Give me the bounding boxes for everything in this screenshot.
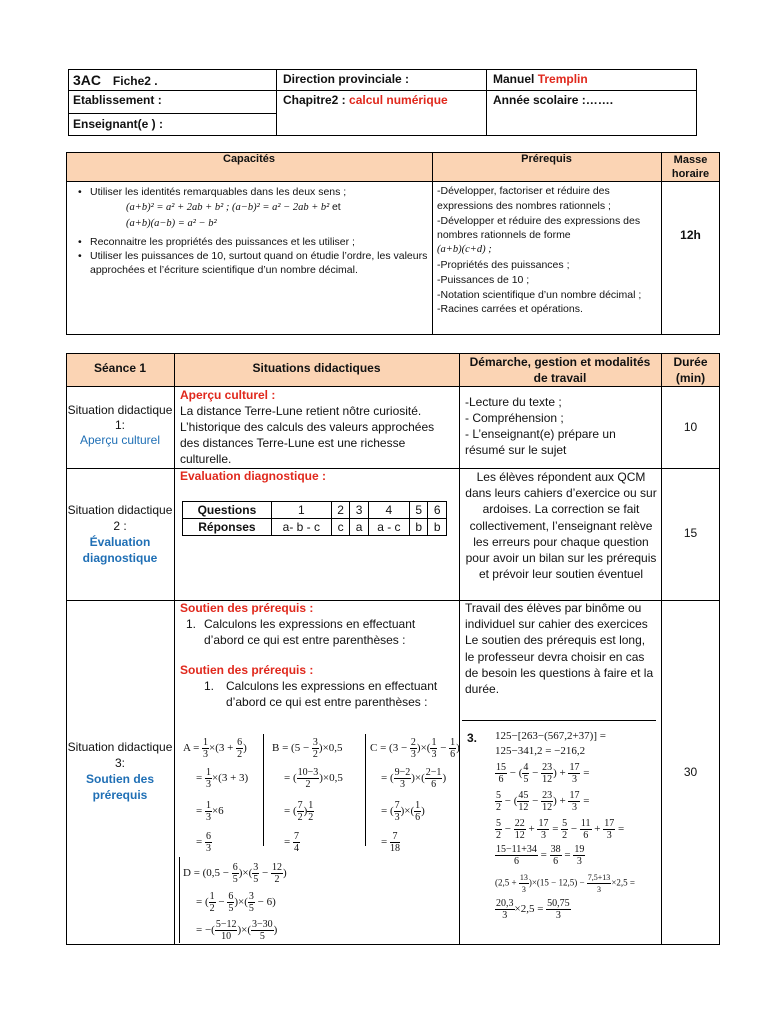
prerequis-item: -Propriétés des puissances ; <box>437 258 570 271</box>
expr-b-2: = ( $\frac{10-3}{2}$ )×0,5 <box>284 767 343 790</box>
etablissement-label: Etablissement : <box>73 93 162 107</box>
identities: (a+b)² = a² + 2ab + b² ; (a−b)² = a² − 2ab + b² et <box>126 201 341 213</box>
qcm-cell: 2 <box>331 502 350 519</box>
duree-header: Durée (min) <box>673 355 708 385</box>
capacite-item: • Utiliser les identités remarquables dans les deux sens ; <box>76 185 428 199</box>
chapitre-label: Chapitre2 : calcul numérique <box>283 93 448 107</box>
expr-d-3: = −( $\frac{5-12}{10}$ )×( $\frac{3-30}{5}$ ) <box>196 919 278 942</box>
calc3-line-6: $\frac{15-11+34}{6}$ = $\frac{38}{6}$ = $\frac{19}{3}$ <box>496 844 585 867</box>
expr-c-2: = ( $\frac{9-2}{3}$ )×( $\frac{2-1}{6}$ ) <box>381 767 447 790</box>
qcm-cell: a- b - c <box>271 519 331 536</box>
item3-num: 3. <box>467 731 478 745</box>
row1-duree: 10 <box>683 420 698 434</box>
demarche-header: Démarche, gestion et modalités de travail <box>469 355 651 385</box>
qcm-cell: 1 <box>271 502 331 519</box>
qcm-cell: b <box>409 519 428 536</box>
row3-duree: 30 <box>683 765 698 779</box>
expr-c-4: = $\frac{7}{18}$ <box>381 831 400 854</box>
row2-title: Evaluation diagnostique : <box>180 469 327 483</box>
prerequis-item: -Notation scientifique d’un nombre décimal ; <box>437 288 642 301</box>
qcm-table <box>182 501 447 536</box>
prerequis-item: (a+b)(c+d) ; <box>437 244 492 256</box>
row3-demarche: Travail des élèves par binôme ou individuel sur cahier des exercices Le soutien des prérequis est long, le professeur devra choisir en cas de besoin les questions à faire et la durée. <box>465 601 654 697</box>
qcm-cell: c <box>331 519 350 536</box>
qcm-cell: a <box>350 519 369 536</box>
capacites-header: Capacités <box>223 153 275 165</box>
prerequis-item: -Développer, factoriser et réduire des expressions des nombres rationnels ; <box>437 185 611 212</box>
manuel-label: Manuel Tremplin <box>493 72 588 86</box>
calc3-line-3: $\frac{15}{6}$ − ( $\frac{4}{5}$ − $\frac{23}{12}$ ) + $\frac{17}{3}$ = <box>496 762 590 785</box>
capacite-item: • Utiliser les puissances de 10, surtout quand on étudie l’ordre, les valeurs approchées et l’écriture scientifique d’un nombre décimal. <box>76 249 428 277</box>
calc3-line-1: 125−[263−(567,2+37)] = <box>495 730 606 742</box>
expr-b-4: = $\frac{7}{4}$ <box>284 831 299 854</box>
row3-label: Situation didactique 3: Soutien des prérequis <box>67 740 173 802</box>
qcm-cell: 5 <box>409 502 428 519</box>
annee-label: Année scolaire :……. <box>493 93 614 107</box>
masse-header: Masse horaire <box>671 154 710 180</box>
direction-label: Direction provinciale : <box>283 72 410 86</box>
expr-c-3: = ( $\frac{7}{3}$ )×( $\frac{1}{6}$ ) <box>381 800 425 823</box>
capacites-list <box>76 185 428 277</box>
level-label: 3AC Fiche2 . <box>73 72 158 88</box>
situations-header: Situations didactiques <box>252 361 381 375</box>
row3-content: Soutien des prérequis : 1. Calculons les expressions en effectuant d’abord ce qui est entre parenthèses : Soutien des prérequis : 1. Calculons les expressions en effectuant d’abord ce qui est entre parenthèses : <box>180 601 438 709</box>
qcm-cell: 3 <box>350 502 369 519</box>
qcm-cell: b <box>428 519 447 536</box>
row2-duree: 15 <box>683 526 698 540</box>
seance-header: Séance 1 <box>93 361 147 375</box>
row1-content: Aperçu culturel : La distance Terre-Lune retient nôtre curiosité. L’historique des calculs des valeurs approchées des distances Terre-Lune est une richesse culturelle. <box>180 388 435 466</box>
expr-b-1: B = (5 − $\frac{3}{2}$ )×0,5 <box>272 737 343 760</box>
expr-c-1: C = (3 − $\frac{2}{3}$ )×( $\frac{1}{3}$ − $\frac{1}{6}$ ) <box>370 737 460 760</box>
expr-a-1: A = $\frac{1}{3}$ ×(3 + $\frac{6}{2}$ ) <box>183 737 247 760</box>
calc3-line-2: 125−341,2 = −216,2 <box>495 745 586 757</box>
capacite-item: • Reconnaitre les propriétés des puissances et les utiliser ; <box>76 235 428 249</box>
prerequis-item: -Puissances de 10 ; <box>437 273 530 286</box>
row1-label: Situation didactique 1: Aperçu culturel <box>67 403 173 447</box>
row2-demarche: Les élèves répondent aux QCM dans leurs cahiers d’exercice ou sur ardoises. La correction se fait collectivement, l’enseignant relève les erreurs pour chaque question pour avoir un bilan sur les prérequis et prévoir leur soutien éventuel <box>465 470 657 582</box>
calc3-line-8: $\frac{20,3}{3}$ ×2,5 = $\frac{50,75}{3}$ <box>496 898 570 921</box>
expr-d-1: D = (0,5 − $\frac{6}{5}$ )×( $\frac{3}{5}$ − $\frac{12}{2}$ ) <box>183 862 287 885</box>
calc3-line-7: (2,5 + $\frac{13}{3}$ )×(15 − 12,5) − $\frac{7,5+13}{3}$ ×2,5 = <box>495 873 635 894</box>
qcm-cell: 6 <box>428 502 447 519</box>
qcm-cell: Questions <box>183 502 272 519</box>
qcm-cell: Réponses <box>183 519 272 536</box>
calc3-line-5: $\frac{5}{2}$ − $\frac{22}{12}$ + $\frac{17}{3}$ = $\frac{5}{2}$ − $\frac{11}{6}$ + $\frac{17}{3}$ = <box>496 818 625 841</box>
qcm-cell: a - c <box>368 519 409 536</box>
masse-value: 12h <box>680 228 701 242</box>
prerequis-item: -Développer et réduire des expressions des nombres rationnels de forme <box>437 214 641 242</box>
row2-label: Situation didactique 2 : Évaluation diagnostique <box>67 503 173 565</box>
expr-a-4: = $\frac{6}{3}$ <box>196 831 211 854</box>
expr-a-2: = $\frac{1}{3}$ ×(3 + 3) <box>196 767 249 790</box>
prerequis-list <box>437 184 659 317</box>
row1-demarche: -Lecture du texte ; - Compréhension ; - L’enseignant(e) prépare un résumé sur le sujet <box>465 395 616 457</box>
calc3-line-4: $\frac{5}{2}$ − ( $\frac{45}{12}$ − $\frac{23}{12}$ ) + $\frac{17}{3}$ = <box>496 790 590 813</box>
expr-d-2: = ( $\frac{1}{2}$ − $\frac{6}{5}$ )×( $\frac{3}{5}$ − 6) <box>196 891 276 914</box>
prerequis-header: Prérequis <box>521 153 572 165</box>
prerequis-item: -Racines carrées et opérations. <box>437 303 583 316</box>
identity-3: (a+b)(a−b) = a² − b² <box>126 218 217 229</box>
expr-a-3: = $\frac{1}{3}$ ×6 <box>196 800 224 823</box>
expr-b-3: = ( $\frac{7}{2}$ ) $\frac{1}{2}$ <box>284 800 314 823</box>
enseignant-label: Enseignant(e ) : <box>73 117 164 131</box>
qcm-cell: 4 <box>368 502 409 519</box>
